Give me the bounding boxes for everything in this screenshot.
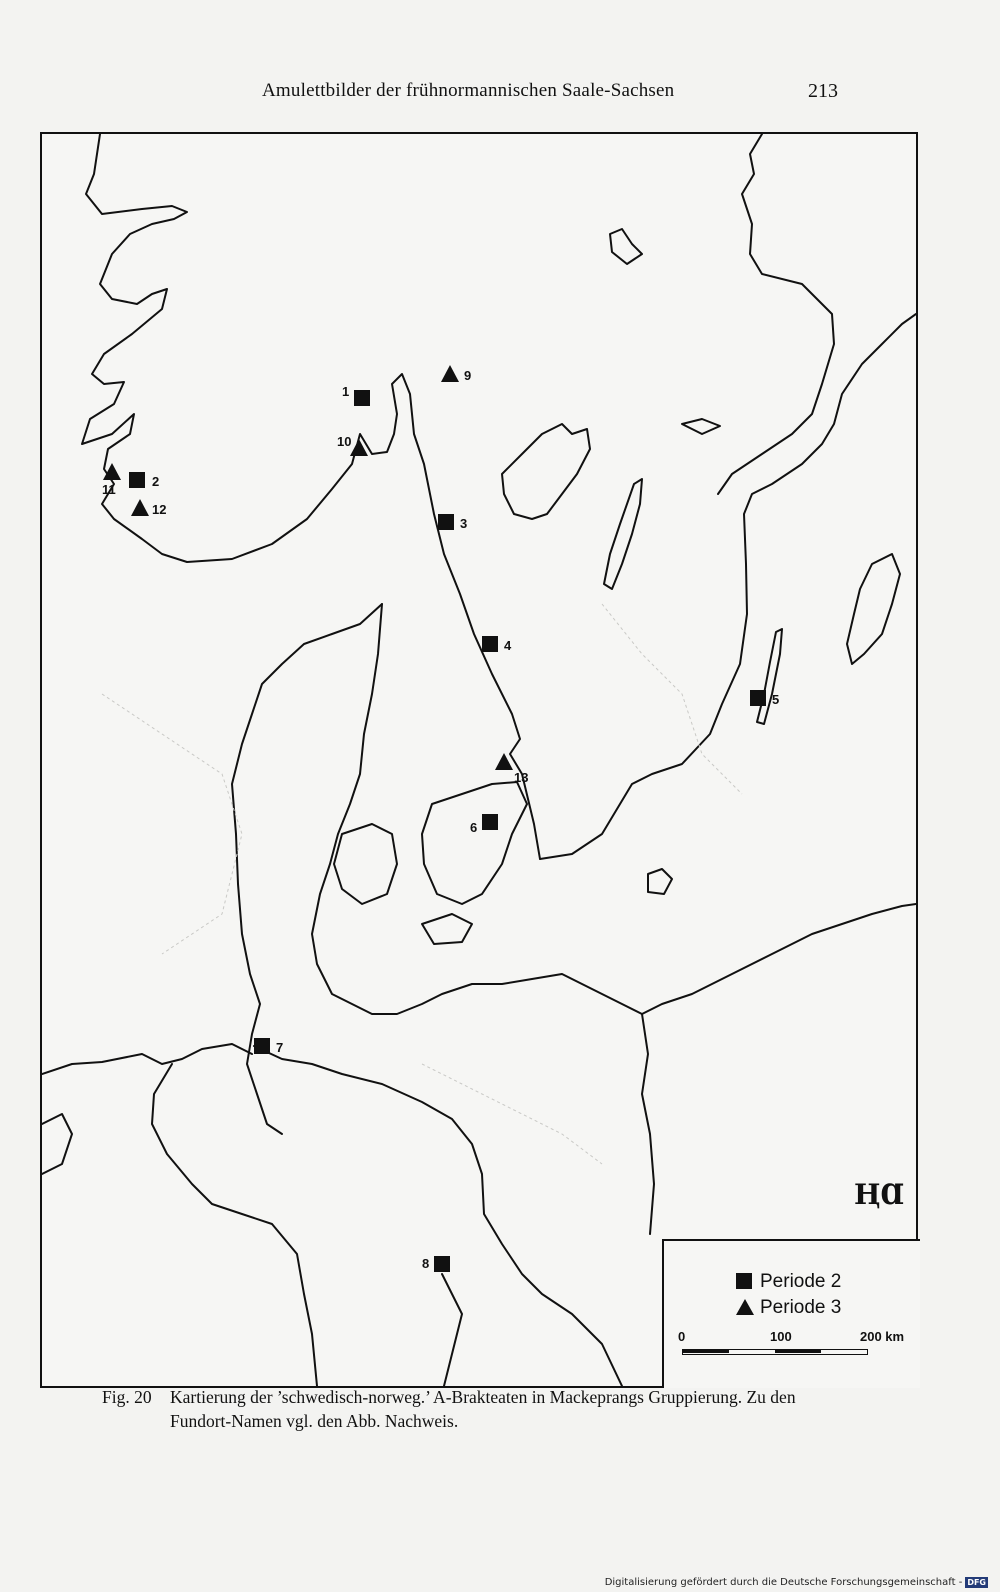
site-label: 6 [470, 820, 478, 835]
site-marker-square [354, 390, 370, 406]
scale-bar-segment [683, 1350, 729, 1353]
coastline-baltic-south [642, 904, 916, 1014]
coastline-jutland [232, 604, 382, 1134]
site-label: 3 [460, 516, 468, 531]
square-symbol-icon [736, 1273, 752, 1289]
caption-line-2: Fundort-Namen vgl. den Abb. Nachweis. [170, 1411, 459, 1431]
site-marker-triangle [131, 499, 149, 516]
site-label: 13 [514, 770, 529, 785]
site-label: 10 [337, 434, 352, 449]
faint-border-2 [602, 604, 742, 794]
site-marker-square [482, 636, 498, 652]
site-label: 11 [102, 482, 116, 497]
island-lolland [422, 914, 472, 944]
legend-item-periode-2 [736, 1271, 841, 1293]
footer-text: Digitalisierung gefördert durch die Deutsche Forschungsgemeinschaft - [604, 1577, 963, 1588]
faint-border-1 [102, 694, 242, 954]
site-label: 7 [276, 1040, 284, 1055]
legend-item-periode-3 [736, 1297, 841, 1319]
coastline-norway [82, 134, 540, 859]
lake-small-north [610, 229, 642, 264]
coastline-north-sea [42, 1044, 252, 1074]
site-label: 8 [422, 1256, 430, 1271]
triangle-symbol-icon [736, 1299, 754, 1315]
scale-bar-segment [775, 1350, 821, 1353]
river-secondary [442, 1274, 462, 1386]
page-number: 213 [808, 80, 838, 102]
faint-border-3 [422, 1064, 602, 1164]
site-marker-square [129, 472, 145, 488]
lake-vanern [502, 424, 590, 519]
site-label: 5 [772, 692, 780, 707]
legend-label-periode-3: Periode 3 [760, 1297, 842, 1318]
scale-tick-0: 0 [678, 1329, 686, 1344]
cartographer-monogram: ⱧⱭ [854, 1178, 905, 1211]
island-zealand [422, 782, 527, 904]
site-marker-square [254, 1038, 270, 1054]
lake-vattern [604, 479, 642, 589]
scale-tick-100: 100 [770, 1329, 792, 1344]
map-legend [662, 1239, 920, 1388]
site-label: 2 [152, 474, 160, 489]
island-gotland [847, 554, 900, 664]
coastline-sweden-east [718, 134, 834, 494]
site-marker-square [434, 1256, 450, 1272]
scale-bar [682, 1349, 868, 1355]
island-oland [757, 629, 782, 724]
site-label: 1 [342, 384, 350, 399]
site-marker-square [482, 814, 498, 830]
river-weser [152, 1064, 317, 1386]
site-marker-square [750, 690, 766, 706]
digitization-footer [605, 1577, 988, 1588]
site-marker-triangle [441, 365, 459, 382]
coastline-sweden-south [540, 314, 916, 859]
site-markers [102, 365, 779, 1272]
caption-line-1: Kartierung der ’schwedisch-norweg.’ A-Brakteaten in Mackeprangs Gruppierung. Zu den [170, 1387, 796, 1407]
figure-label: Fig. 20 [102, 1387, 152, 1407]
figure-caption [102, 1385, 882, 1433]
map-frame [40, 132, 918, 1388]
scale-tick-200: 200 km [860, 1329, 905, 1344]
site-label: 9 [464, 368, 472, 383]
site-label: 4 [504, 638, 512, 653]
map-canvas [42, 134, 916, 1386]
site-label: 12 [152, 502, 167, 517]
river-oder [642, 1014, 654, 1234]
legend-label-periode-2: Periode 2 [760, 1271, 842, 1292]
site-marker-square [438, 514, 454, 530]
island-funen [334, 824, 397, 904]
dfg-logo-icon: DFG [967, 1578, 986, 1587]
lake-small-mid [682, 419, 720, 434]
running-title: Amulettbilder der frühnormannischen Saale-Sachsen [262, 80, 675, 101]
coastline-jutland-east [312, 604, 642, 1014]
river-elbe [254, 1046, 622, 1386]
island-bornholm [648, 869, 672, 894]
river-rhine [42, 1114, 72, 1174]
